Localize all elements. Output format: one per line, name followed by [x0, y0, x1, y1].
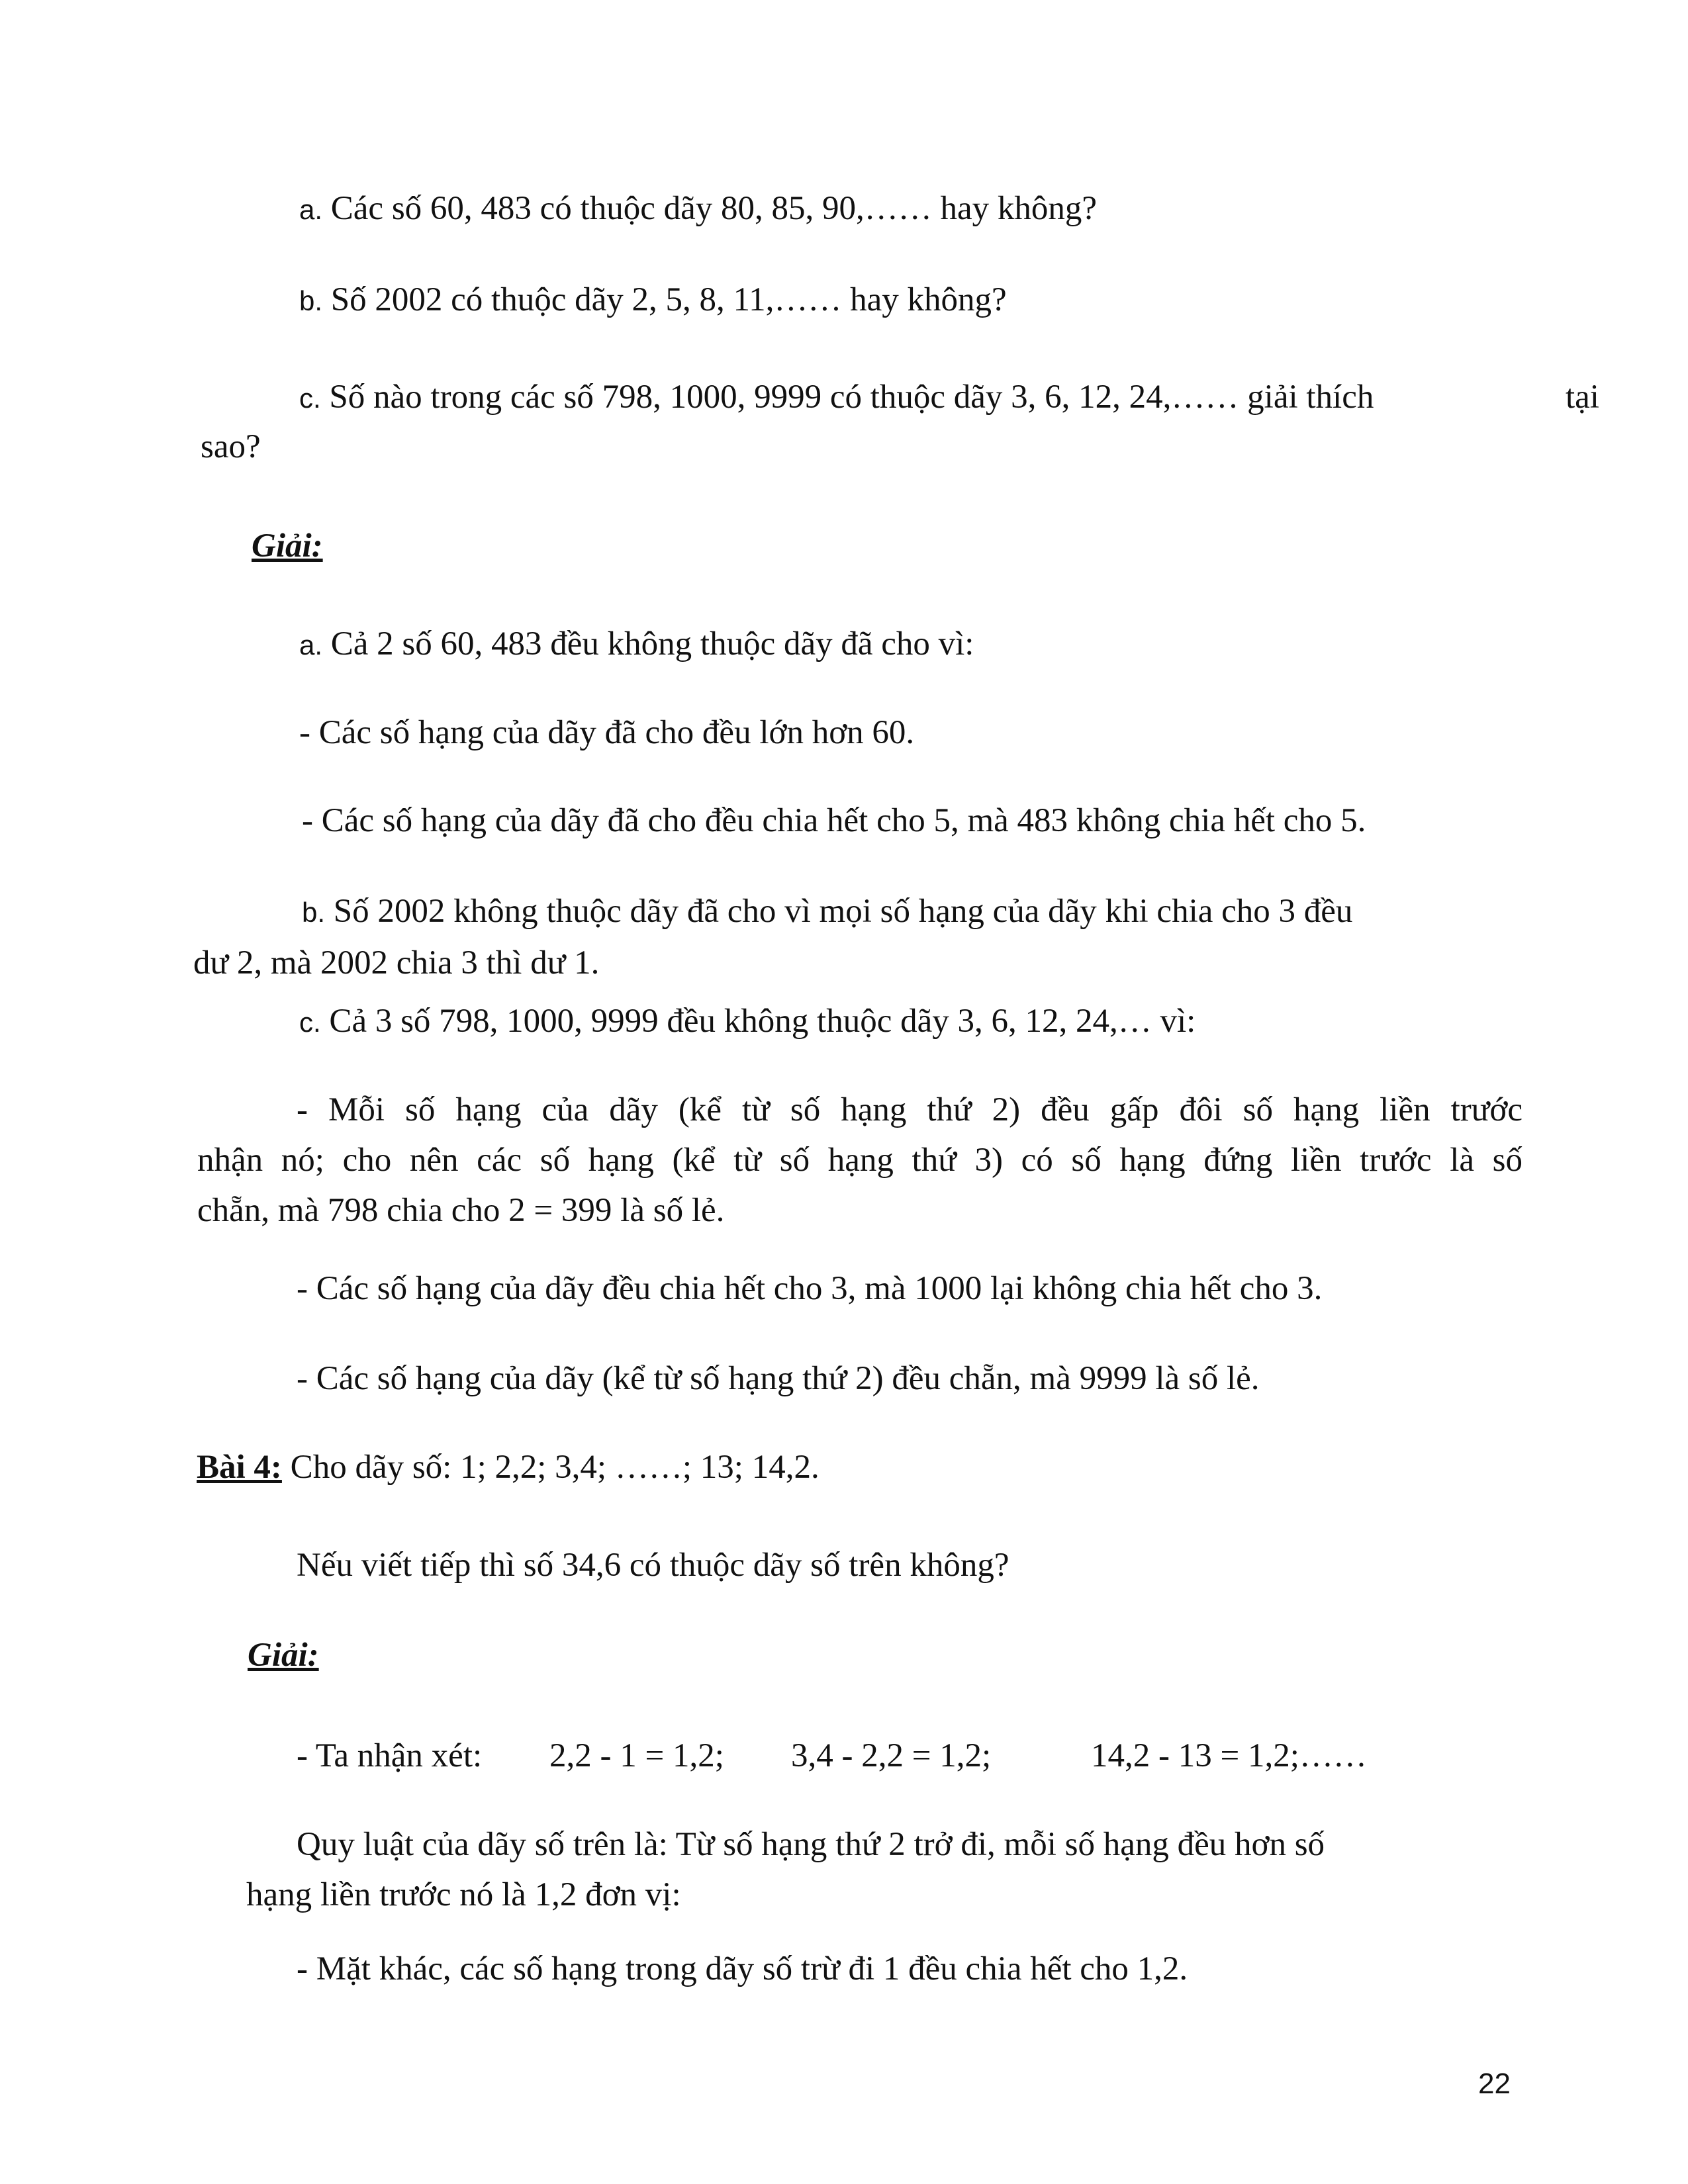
solution-b-text-1: Số 2002 không thuộc dãy đã cho vì mọi số hạng của dãy khi chia cho 3 đều [333, 893, 1353, 930]
solution-b-label: b. [302, 897, 326, 928]
solution-c [299, 1005, 1196, 1038]
question-a-label: a. [299, 194, 323, 225]
bai4-label: Bài 4: [197, 1449, 282, 1486]
question-b-label: b. [299, 285, 323, 316]
solution-c-point1-line3: chẵn, mà 798 chia cho 2 = 399 là số lẻ. [197, 1192, 725, 1229]
solution-c-label: c. [299, 1007, 321, 1038]
solution-heading: Giải: [252, 527, 323, 565]
solution-a-label: a. [299, 629, 323, 660]
solution-c-point1-line1: - Mỗi số hạng của dãy (kể từ số hạng thứ 2) đều gấp đôi số hạng liền trước [297, 1091, 1523, 1128]
solution-a-point1: - Các số hạng của dãy đã cho đều lớn hơn 60. [299, 714, 915, 751]
solution2-obs-2: 3,4 - 2,2 = 1,2; [791, 1737, 992, 1774]
solution2-obs-prefix: - Ta nhận xét: [297, 1737, 483, 1774]
question-a [299, 192, 1097, 226]
solution-a-text: Cả 2 số 60, 483 đều không thuộc dãy đã cho vì: [330, 625, 974, 662]
question-b [299, 283, 1007, 317]
page-number: 22 [1478, 2068, 1511, 2100]
question-b-text: Số 2002 có thuộc dãy 2, 5, 8, 11,…… hay không? [330, 281, 1007, 318]
solution-b-line2: dư 2, mà 2002 chia 3 thì dư 1. [193, 944, 600, 981]
question-c-label: c. [299, 383, 321, 414]
question-c-line1-end: tại [1566, 379, 1599, 416]
bai4-question: Nếu viết tiếp thì số 34,6 có thuộc dãy số trên không? [297, 1547, 1009, 1584]
solution2-rule-line1: Quy luật của dãy số trên là: Từ số hạng thứ 2 trở đi, mỗi số hạng đều hơn số [297, 1826, 1325, 1863]
solution-c-text: Cả 3 số 798, 1000, 9999 đều không thuộc dãy 3, 6, 12, 24,… vì: [329, 1003, 1196, 1040]
solution-a [299, 627, 974, 661]
solution-c-point2: - Các số hạng của dãy đều chia hết cho 3, mà 1000 lại không chia hết cho 3. [297, 1270, 1323, 1307]
solution-a-point2: - Các số hạng của dãy đã cho đều chia hết cho 5, mà 483 không chia hết cho 5. [302, 802, 1366, 839]
question-c-line2: sao? [201, 428, 261, 465]
solution2-rule-line2: hạng liền trước nó là 1,2 đơn vị: [246, 1876, 681, 1913]
bai4-heading [197, 1451, 820, 1484]
solution-c-point3: - Các số hạng của dãy (kể từ số hạng thứ 2) đều chẵn, mà 9999 là số lẻ. [297, 1360, 1260, 1397]
question-a-text: Các số 60, 483 có thuộc dãy 80, 85, 90,…… hay không? [330, 190, 1098, 227]
solution2-obs-3: 14,2 - 13 = 1,2;…… [1091, 1737, 1367, 1774]
question-c-line1 [299, 381, 1374, 414]
solution-c-point1-line2: nhận nó; cho nên các số hạng (kể từ số hạng thứ 3) có số hạng đứng liền trước là số [197, 1142, 1523, 1179]
solution2-heading: Giải: [248, 1637, 319, 1674]
question-c-text-1: Số nào trong các số 798, 1000, 9999 có thuộc dãy 3, 6, 12, 24,…… giải thích [329, 379, 1374, 416]
bai4-text: Cho dãy số: 1; 2,2; 3,4; ……; 13; 14,2. [281, 1449, 820, 1486]
solution2-other: - Mặt khác, các số hạng trong dãy số trừ đi 1 đều chia hết cho 1,2. [297, 1950, 1188, 1987]
solution2-obs-1: 2,2 - 1 = 1,2; [549, 1737, 724, 1774]
solution-b-line1 [302, 895, 1352, 929]
